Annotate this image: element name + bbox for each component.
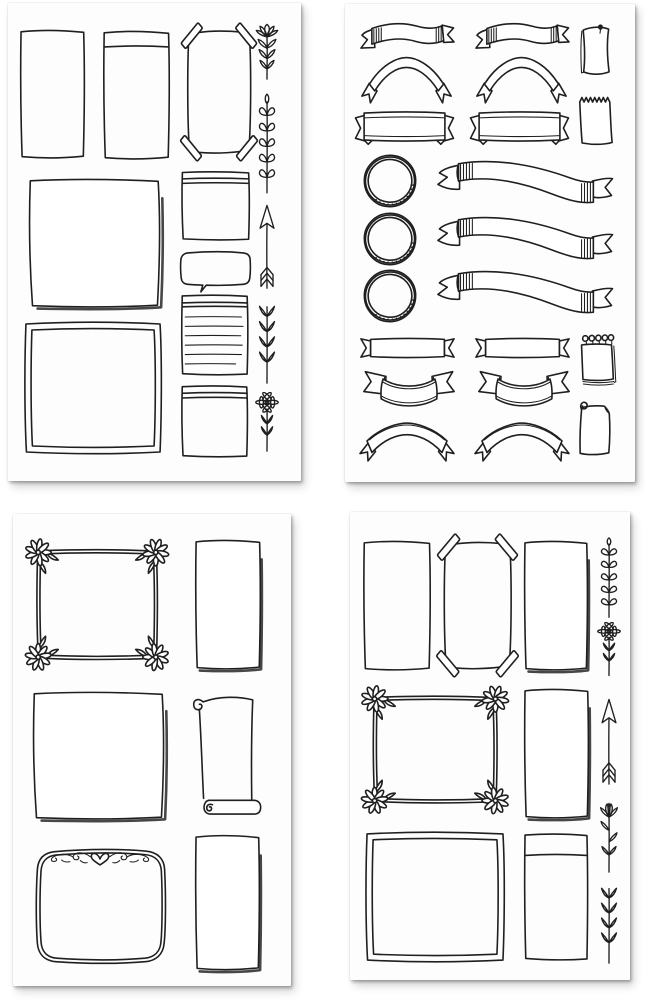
lined-note [182,295,248,375]
rectangle-frame [364,541,430,669]
sticker-sheet-top-left [8,3,301,481]
heart-flourish-frame [36,849,165,963]
rectangular-fold-banner [356,112,454,144]
up-arrow-icon [602,699,616,784]
vertical-scroll [194,697,261,814]
sticky-note [525,834,588,960]
arc-banner [360,423,454,461]
rectangle-frame [525,689,590,820]
long-wavy-banner [438,272,613,313]
daisy-corner-frame [25,539,169,671]
rectangle-frame [196,540,262,671]
scalloped-coin-circle [362,269,417,323]
sticker-sheet-bottom-right [350,512,630,980]
large-square-frame [30,179,163,309]
pinned-note [581,24,609,74]
large-square-frame [34,692,167,821]
heart-leaf-vine-icon [601,538,616,617]
speech-bubble [181,252,251,292]
sticker-sheet-bottom-left [13,514,291,986]
sticky-note [182,386,248,457]
rectangle-frame [21,30,85,157]
long-wavy-banner [438,162,613,203]
tulip-sprig-icon [601,803,618,872]
heart-leaf-vine-icon [259,94,274,193]
rectangle-frame-with-header [104,31,169,158]
straight-ribbon-banner [361,338,454,357]
arched-ribbon-banner [362,58,451,103]
double-line-square-frame [25,322,161,453]
rectangle-frame [525,541,589,672]
torn-notebook-page [580,98,612,145]
scalloped-coin-circle [362,154,417,208]
long-wavy-banner [438,218,613,259]
taped-photo-frame [180,23,257,162]
chevron-leaf-vine-icon [602,888,617,963]
daisy-stem-icon [256,391,278,451]
daisy-corner-frame [361,685,509,814]
straight-ribbon-banner [476,338,569,357]
double-line-square-frame [366,832,504,962]
wavy-scroll-banner [476,24,569,48]
curled-tape-note [580,402,610,454]
sticker-sheet-top-right [345,4,635,482]
rectangular-fold-banner [471,112,569,144]
flower-sprig-icon [256,24,277,79]
scalloped-coin-circle [362,212,417,266]
rectangle-frame [196,836,261,972]
daisy-stem-icon [598,621,620,675]
arc-banner [475,423,569,461]
chevron-leaf-vine-icon [260,306,275,383]
arched-ribbon-banner [477,58,566,103]
curved-fold-banner [364,372,454,406]
sticky-note [182,172,249,240]
curved-fold-banner [479,372,569,406]
up-arrow-icon [260,205,274,288]
wavy-scroll-banner [361,24,454,48]
spiral-notepad [582,335,616,385]
taped-photo-frame [436,534,518,678]
